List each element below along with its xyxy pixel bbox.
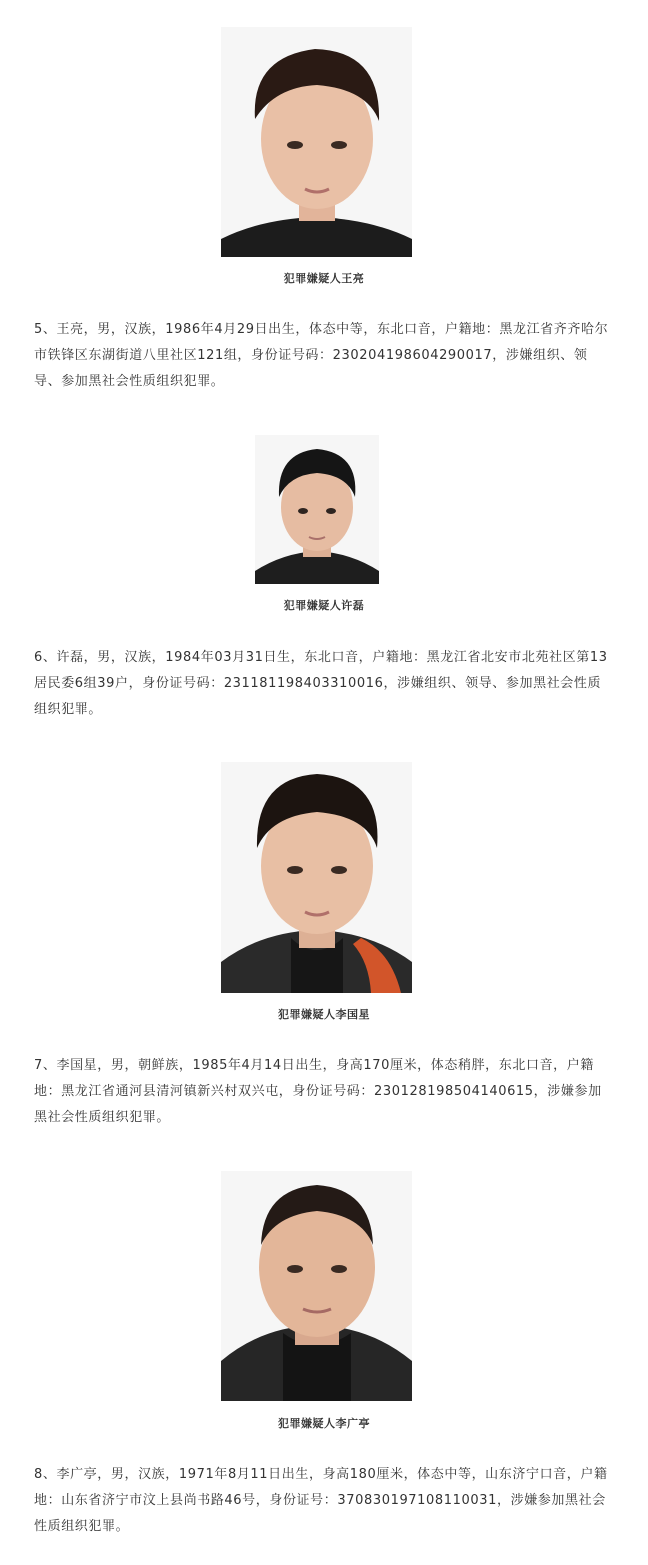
suspect-photo: [255, 435, 379, 584]
photo-caption: 犯罪嫌疑人许磊: [283, 599, 365, 612]
suspect-photo: [221, 762, 412, 993]
suspect-description: 7、李国星，男，朝鲜族，1985年4月14日出生，身高170厘米，体态稍胖，东北口音，户籍地：黑龙江省通河县清河镇新兴村双兴屯，身份证号码：230128198504140615，涉嫌参加黑社会性质组织犯罪。: [34, 1058, 602, 1125]
suspect-description: 5、王亮，男，汉族，1986年4月29日出生，体态中等，东北口音，户籍地：黑龙江省齐齐哈尔市铁锋区东湖街道八里社区121组，身份证号码：230204198604290017，涉嫌组织、领导、参加黑社会性质组织犯罪。: [34, 322, 609, 389]
photo-caption: 犯罪嫌疑人王亮: [283, 272, 365, 285]
photo-caption: 犯罪嫌疑人李国星: [278, 1008, 370, 1021]
suspect-photo: [221, 1171, 412, 1401]
photo-caption: 犯罪嫌疑人李广亭: [278, 1417, 370, 1430]
suspect-description: 6、许磊，男，汉族，1984年03月31日生，东北口音，户籍地：黑龙江省北安市北苑社区第13居民委6组39户，身份证号码：231181198403310016，涉嫌组织、领导、参加黑社会性质组织犯罪。: [34, 650, 608, 717]
suspect-photo: [221, 27, 412, 257]
suspect-description: 8、李广亭，男，汉族，1971年8月11日出生，身高180厘米，体态中等，山东济宁口音，户籍地：山东省济宁市汶上县尚书路46号，身份证号：370830197108110031，涉嫌参加黑社会性质组织犯罪。: [34, 1467, 608, 1534]
